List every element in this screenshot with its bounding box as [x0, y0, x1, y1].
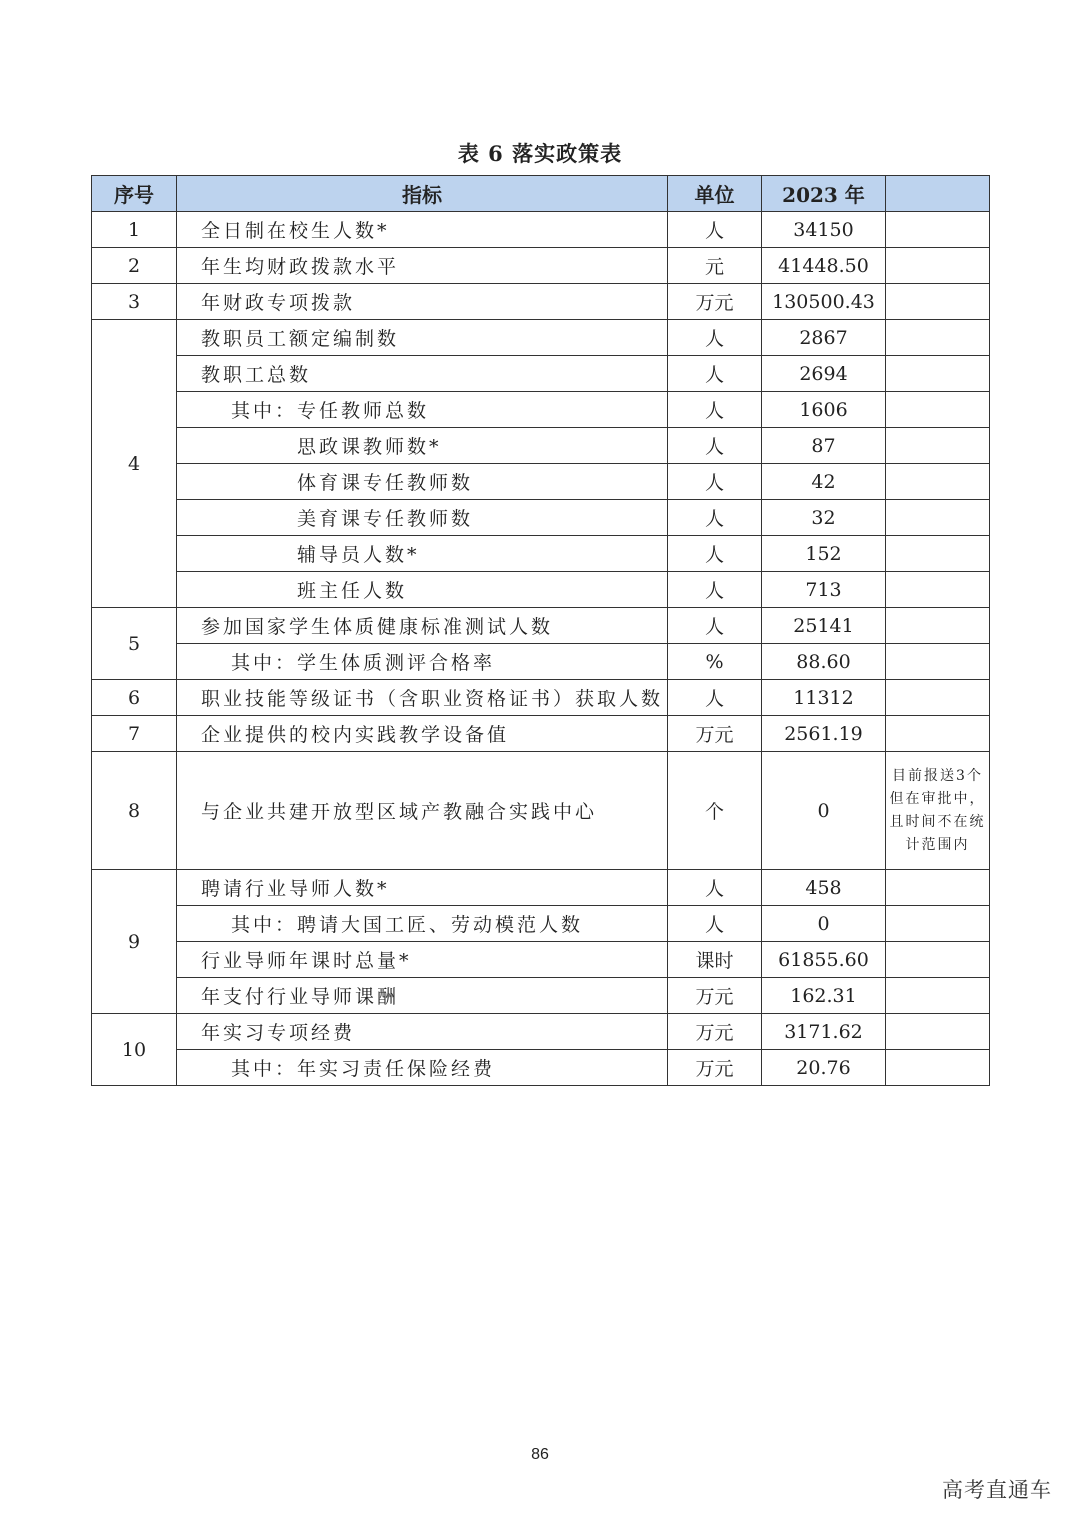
row-note	[886, 428, 990, 464]
row-indicator: 与企业共建开放型区域产教融合实践中心	[177, 752, 668, 870]
table-row	[92, 716, 990, 752]
table-row	[92, 212, 990, 248]
table-row	[92, 608, 990, 644]
row-unit: 万元	[668, 716, 762, 752]
row-note	[886, 500, 990, 536]
row-note	[886, 978, 990, 1014]
row-indicator: 年支付行业导师课酬	[177, 978, 668, 1014]
row-unit: 万元	[668, 284, 762, 320]
row-note: 目前报送3个但在审批中，且时间不在统计范围内	[886, 752, 990, 870]
row-unit: 人	[668, 906, 762, 942]
table-row	[92, 356, 990, 392]
table-row	[92, 1014, 990, 1050]
table-row	[92, 978, 990, 1014]
row-unit: 人	[668, 392, 762, 428]
row-unit: 人	[668, 356, 762, 392]
row-value: 11312	[762, 680, 886, 716]
row-value: 713	[762, 572, 886, 608]
row-note	[886, 356, 990, 392]
row-seq: 9	[92, 870, 177, 1014]
table-row	[92, 284, 990, 320]
row-indicator: 年实习专项经费	[177, 1014, 668, 1050]
row-seq: 3	[92, 284, 177, 320]
row-note	[886, 572, 990, 608]
row-seq: 7	[92, 716, 177, 752]
watermark: 高考直通车	[942, 1478, 1052, 1502]
table-row	[92, 942, 990, 978]
row-value: 25141	[762, 608, 886, 644]
header-seq: 序号	[92, 176, 177, 212]
table-row	[92, 870, 990, 906]
row-indicator: 聘请行业导师人数*	[177, 870, 668, 906]
row-unit: 课时	[668, 942, 762, 978]
row-value: 458	[762, 870, 886, 906]
row-unit: 万元	[668, 1050, 762, 1086]
row-value: 87	[762, 428, 886, 464]
row-value: 32	[762, 500, 886, 536]
header-note	[886, 176, 990, 212]
row-indicator: 行业导师年课时总量*	[177, 942, 668, 978]
row-unit: 万元	[668, 1014, 762, 1050]
row-indicator: 其中：聘请大国工匠、劳动模范人数	[177, 906, 668, 942]
row-indicator: 其中：专任教师总数	[177, 392, 668, 428]
row-indicator: 职业技能等级证书（含职业资格证书）获取人数	[177, 680, 668, 716]
table-row	[92, 428, 990, 464]
row-note	[886, 284, 990, 320]
table-row	[92, 906, 990, 942]
row-note	[886, 716, 990, 752]
row-seq: 4	[92, 320, 177, 608]
table-row	[92, 500, 990, 536]
table-row	[92, 752, 990, 870]
row-value: 20.76	[762, 1050, 886, 1086]
page-number: 86	[531, 1446, 549, 1463]
table-row	[92, 680, 990, 716]
row-note	[886, 870, 990, 906]
row-value: 130500.43	[762, 284, 886, 320]
row-unit: 元	[668, 248, 762, 284]
header-year: 2023 年	[762, 176, 886, 212]
row-value: 34150	[762, 212, 886, 248]
table-row	[92, 572, 990, 608]
row-value: 0	[762, 752, 886, 870]
row-unit: %	[668, 644, 762, 680]
row-seq: 5	[92, 608, 177, 680]
table-title: 表 6 落实政策表	[457, 141, 623, 166]
row-value: 2867	[762, 320, 886, 356]
row-indicator: 其中：学生体质测评合格率	[177, 644, 668, 680]
row-note	[886, 680, 990, 716]
row-note	[886, 1050, 990, 1086]
row-unit: 人	[668, 500, 762, 536]
row-indicator: 年财政专项拨款	[177, 284, 668, 320]
row-note	[886, 464, 990, 500]
table-row	[92, 644, 990, 680]
row-note	[886, 644, 990, 680]
row-value: 42	[762, 464, 886, 500]
row-note	[886, 906, 990, 942]
row-indicator: 班主任人数	[177, 572, 668, 608]
row-unit: 人	[668, 680, 762, 716]
row-seq: 8	[92, 752, 177, 870]
row-unit: 人	[668, 536, 762, 572]
row-value: 2694	[762, 356, 886, 392]
row-unit: 人	[668, 464, 762, 500]
row-unit: 人	[668, 608, 762, 644]
row-seq: 1	[92, 212, 177, 248]
row-unit: 万元	[668, 978, 762, 1014]
row-seq: 6	[92, 680, 177, 716]
row-indicator: 思政课教师数*	[177, 428, 668, 464]
row-note	[886, 942, 990, 978]
row-seq: 10	[92, 1014, 177, 1086]
policy-table	[91, 175, 990, 1086]
row-indicator: 其中：年实习责任保险经费	[177, 1050, 668, 1086]
table-row	[92, 464, 990, 500]
header-row	[92, 176, 990, 212]
row-indicator: 教职员工额定编制数	[177, 320, 668, 356]
row-value: 1606	[762, 392, 886, 428]
row-value: 0	[762, 906, 886, 942]
row-value: 61855.60	[762, 942, 886, 978]
row-indicator: 美育课专任教师数	[177, 500, 668, 536]
row-note	[886, 212, 990, 248]
row-indicator: 体育课专任教师数	[177, 464, 668, 500]
row-indicator: 教职工总数	[177, 356, 668, 392]
row-note	[886, 1014, 990, 1050]
row-unit: 人	[668, 572, 762, 608]
row-indicator: 企业提供的校内实践教学设备值	[177, 716, 668, 752]
table-row	[92, 536, 990, 572]
row-note	[886, 608, 990, 644]
row-unit: 人	[668, 870, 762, 906]
row-value: 41448.50	[762, 248, 886, 284]
row-indicator: 年生均财政拨款水平	[177, 248, 668, 284]
row-indicator: 辅导员人数*	[177, 536, 668, 572]
row-value: 152	[762, 536, 886, 572]
row-note	[886, 392, 990, 428]
row-indicator: 全日制在校生人数*	[177, 212, 668, 248]
row-value: 162.31	[762, 978, 886, 1014]
header-unit: 单位	[668, 176, 762, 212]
row-unit: 个	[668, 752, 762, 870]
row-value: 3171.62	[762, 1014, 886, 1050]
row-note	[886, 248, 990, 284]
row-unit: 人	[668, 212, 762, 248]
row-note	[886, 536, 990, 572]
header-indicator: 指标	[177, 176, 668, 212]
row-unit: 人	[668, 428, 762, 464]
table-row	[92, 1050, 990, 1086]
row-value: 88.60	[762, 644, 886, 680]
row-seq: 2	[92, 248, 177, 284]
table-row	[92, 392, 990, 428]
table-row	[92, 320, 990, 356]
row-value: 2561.19	[762, 716, 886, 752]
row-unit: 人	[668, 320, 762, 356]
table-row	[92, 248, 990, 284]
row-note	[886, 320, 990, 356]
row-indicator: 参加国家学生体质健康标准测试人数	[177, 608, 668, 644]
